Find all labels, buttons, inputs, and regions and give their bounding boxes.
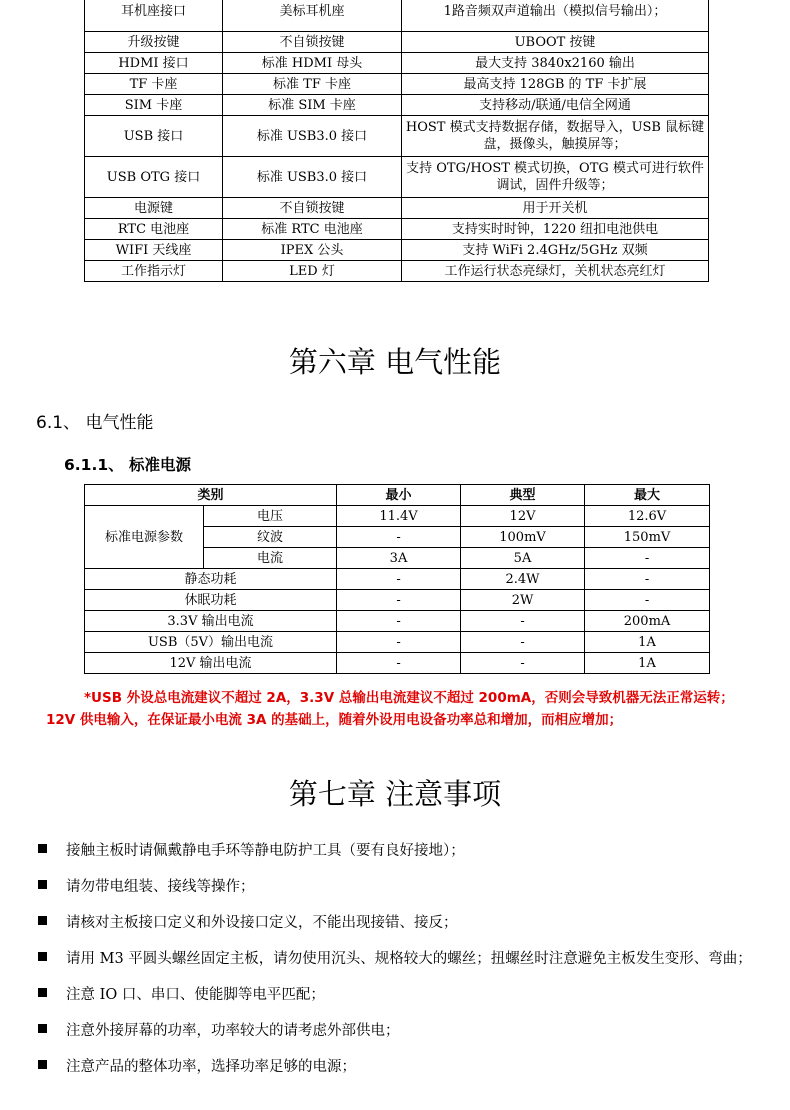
power-max-cell: - [585,569,710,590]
square-bullet-icon [38,952,47,961]
interface-type-cell: 美标耳机座 [223,0,402,32]
interface-type-cell: 标准 TF 卡座 [223,74,402,95]
list-item [36,941,756,977]
power-typ-cell: 100mV [461,527,585,548]
interface-name-cell: 耳机座接口 [85,0,223,32]
precautions-list [36,833,756,1085]
power-group-label-cell: 标准电源参数 [85,506,204,569]
header-category: 类别 [85,485,337,506]
power-typ-cell: 5A [461,548,585,569]
interface-table-row [85,0,709,32]
square-bullet-icon [38,844,47,853]
list-item [36,1013,756,1049]
interface-name-cell: HDMI 接口 [85,53,223,74]
power-max-cell: 12.6V [585,506,710,527]
power-min-cell: - [337,632,461,653]
power-table-body [85,506,710,674]
power-param-cell: 电压 [204,506,337,527]
power-min-cell: - [337,611,461,632]
power-table-header-row [85,485,710,506]
power-typ-cell: - [461,611,585,632]
list-item-text: 注意 IO 口、串口、使能脚等电平匹配； [66,987,325,1003]
power-typ-cell: - [461,632,585,653]
list-item [36,869,756,905]
square-bullet-icon [38,988,47,997]
power-typ-cell: - [461,653,585,674]
square-bullet-icon [38,880,47,889]
interface-desc-cell: 支持 WiFi 2.4GHz/5GHz 双频 [402,240,709,261]
interface-name-cell: RTC 电池座 [85,219,223,240]
interface-name-cell: TF 卡座 [85,74,223,95]
power-param-cell: 休眠功耗 [85,590,337,611]
interface-desc-cell: 工作运行状态亮绿灯，关机状态亮红灯 [402,261,709,282]
interface-table-row [85,95,709,116]
list-item-text: 请用 M3 平圆头螺丝固定主板，请勿使用沉头、规格较大的螺丝；扭螺丝时注意避免主板发生变形、弯曲； [66,951,752,967]
section-6-1-heading: 6.1、 电气性能 [36,413,154,433]
power-param-cell: 电流 [204,548,337,569]
list-item-text: 注意产品的整体功率，选择功率足够的电源； [66,1059,356,1075]
interface-name-cell: USB OTG 接口 [85,157,223,198]
interface-table-row [85,198,709,219]
interface-type-cell: 标准 SIM 卡座 [223,95,402,116]
power-min-cell: - [337,653,461,674]
power-min-cell: - [337,569,461,590]
power-max-cell: - [585,590,710,611]
interface-desc-cell: UBOOT 按键 [402,32,709,53]
list-item [36,905,756,941]
interface-table-row [85,157,709,198]
list-item-text: 注意外接屏幕的功率，功率较大的请考虑外部供电； [66,1023,400,1039]
interface-desc-cell: HOST 模式支持数据存储，数据导入，USB 鼠标键盘，摄像头，触摸屏等； [402,116,709,157]
power-param-cell: 纹波 [204,527,337,548]
power-max-cell: 200mA [585,611,710,632]
power-table-row [85,611,710,632]
power-table-row [85,632,710,653]
interface-table-row [85,261,709,282]
power-max-cell: 150mV [585,527,710,548]
power-param-cell: 3.3V 输出电流 [85,611,337,632]
interface-type-cell: 标准 USB3.0 接口 [223,157,402,198]
power-table-row [85,506,710,527]
list-item-text: 接触主板时请佩戴静电手环等静电防护工具（要有良好接地）； [66,843,465,859]
interface-type-cell: 标准 USB3.0 接口 [223,116,402,157]
power-param-cell: 静态功耗 [85,569,337,590]
interface-name-cell: 电源键 [85,198,223,219]
list-item [36,833,756,869]
power-max-cell: 1A [585,653,710,674]
interface-name-cell: 工作指示灯 [85,261,223,282]
interface-type-cell: 标准 HDMI 母头 [223,53,402,74]
power-param-cell: USB（5V）输出电流 [85,632,337,653]
power-min-cell: 11.4V [337,506,461,527]
interface-desc-cell: 支持 OTG/HOST 模式切换，OTG 模式可进行软件调试，固件升级等； [402,157,709,198]
interface-table-row [85,240,709,261]
header-max: 最大 [585,485,710,506]
interface-table-row [85,219,709,240]
subsection-6-1-1-heading: 6.1.1、 标准电源 [64,456,192,474]
list-item [36,1049,756,1085]
interface-type-cell: 标准 RTC 电池座 [223,219,402,240]
interface-type-cell: 不自锁按键 [223,198,402,219]
power-typ-cell: 2W [461,590,585,611]
list-item-text: 请核对主板接口定义和外设接口定义，不能出现接错、接反； [66,915,458,931]
interface-name-cell: WIFI 天线座 [85,240,223,261]
square-bullet-icon [38,1024,47,1033]
square-bullet-icon [38,1060,47,1069]
power-param-cell: 12V 输出电流 [85,653,337,674]
interface-type-cell: LED 灯 [223,261,402,282]
interface-desc-cell: 支持移动/联通/电信全网通 [402,95,709,116]
power-min-cell: - [337,590,461,611]
header-min: 最小 [337,485,461,506]
interface-name-cell: 升级按键 [85,32,223,53]
interface-type-cell: IPEX 公头 [223,240,402,261]
interface-desc-cell: 最高支持 128GB 的 TF 卡扩展 [402,74,709,95]
power-typ-cell: 12V [461,506,585,527]
power-typ-cell: 2.4W [461,569,585,590]
power-max-cell: 1A [585,632,710,653]
interface-type-cell: 不自锁按键 [223,32,402,53]
power-max-cell: - [585,548,710,569]
interface-table-row [85,53,709,74]
interface-desc-cell: 用于开关机 [402,198,709,219]
interface-table-body [85,0,709,282]
square-bullet-icon [38,916,47,925]
interface-desc-cell: 最大支持 3840x2160 输出 [402,53,709,74]
power-min-cell: - [337,527,461,548]
interface-name-cell: SIM 卡座 [85,95,223,116]
interface-name-cell: USB 接口 [85,116,223,157]
list-item-text: 请勿带电组装、接线等操作； [66,879,255,895]
chapter7-title: 第七章 注意事项 [288,777,502,811]
interface-table-row [85,116,709,157]
power-table-row [85,590,710,611]
power-warning-note: *USB 外设总电流建议不超过 2A，3.3V 总输出电流建议不超过 200mA，否则会导致机器无法正常运转；12V 供电输入，在保证最小电流 3A 的基础上，随着外设用电设备功率总和增加，而相应增加； [46,690,734,728]
header-typ: 典型 [461,485,585,506]
power-table-row [85,653,710,674]
interface-table [84,0,709,282]
power-table [84,484,710,674]
power-table-row [85,569,710,590]
power-min-cell: 3A [337,548,461,569]
interface-desc-cell: 1路音频双声道输出（模拟信号输出）； [402,0,709,32]
interface-table-row [85,74,709,95]
chapter6-title: 第六章 电气性能 [288,345,502,379]
interface-table-row [85,32,709,53]
interface-desc-cell: 支持实时时钟，1220 纽扣电池供电 [402,219,709,240]
list-item [36,977,756,1013]
